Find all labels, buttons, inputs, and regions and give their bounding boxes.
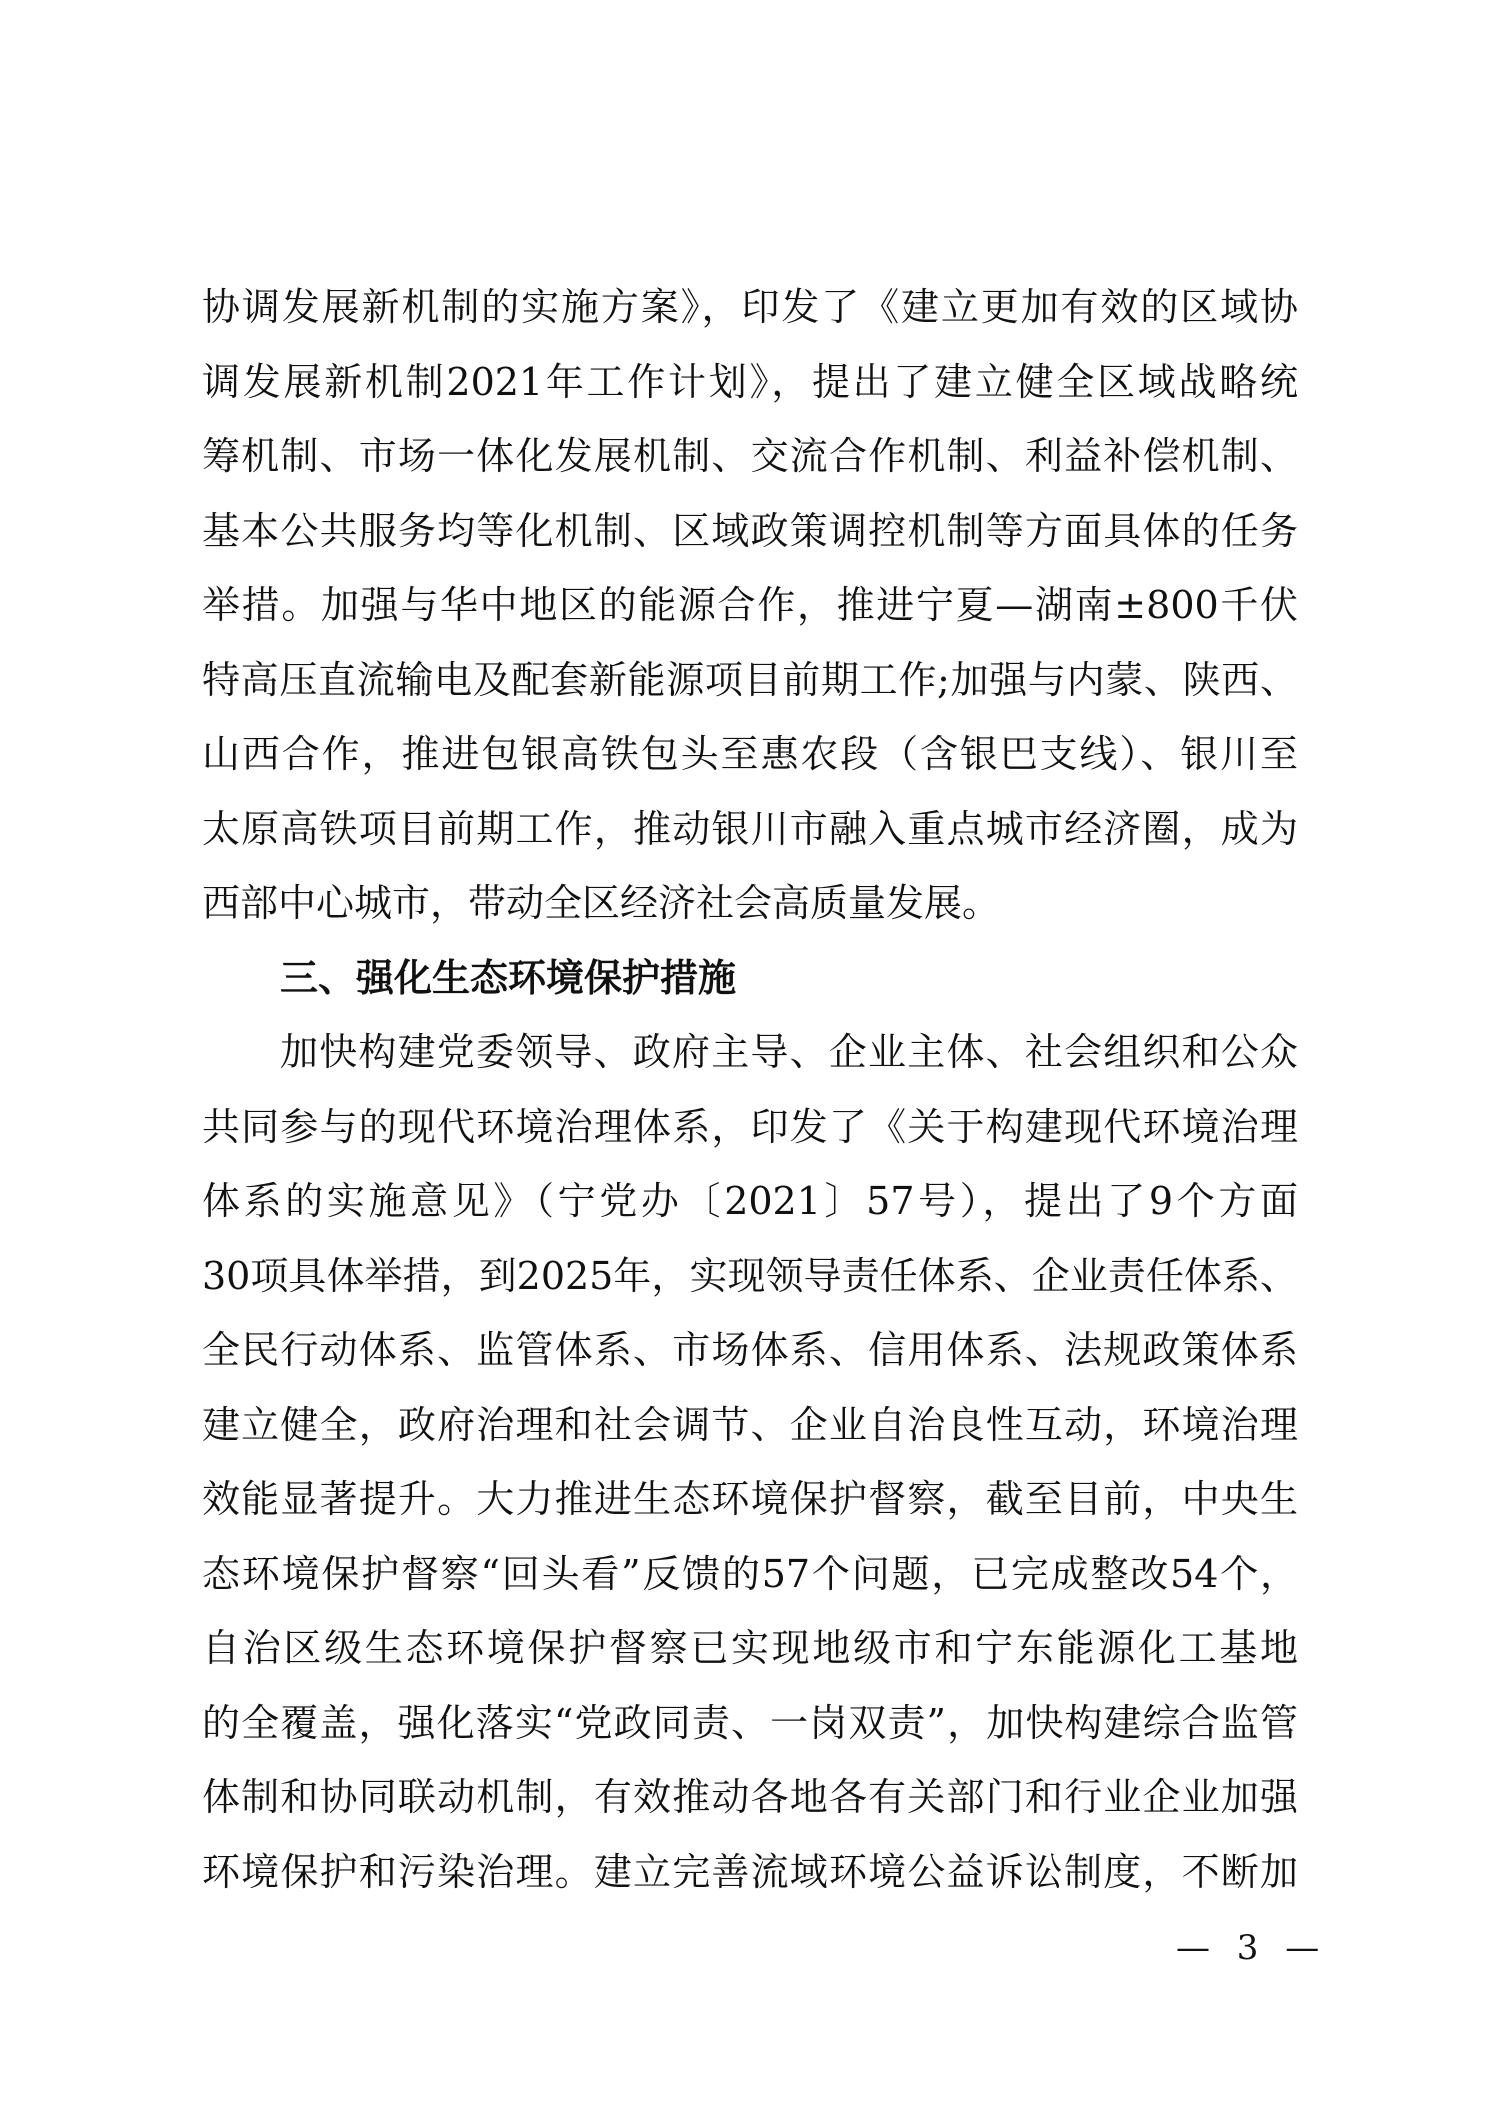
text-line: 特高压直流输电及配套新能源项目前期工作;加强与内蒙、陕西、	[202, 657, 1298, 702]
text-line: 调发展新机制2021年工作计划》，提出了建立健全区域战略统	[202, 359, 1298, 404]
text-line: 30项具体举措，到2025年，实现领导责任体系、企业责任体系、	[202, 1253, 1298, 1298]
text-line: 基本公共服务均等化机制、区域政策调控机制等方面具体的任务	[202, 508, 1298, 553]
text-line: 西部中心城市，带动全区经济社会高质量发展。	[202, 881, 1001, 925]
text-line: 共同参与的现代环境治理体系，印发了《关于构建现代环境治理	[202, 1104, 1298, 1149]
body-text	[202, 270, 1298, 1909]
text-line: 全民行动体系、监管体系、市场体系、信用体系、法规政策体系	[202, 1328, 1298, 1372]
text-line: 加快构建党委领导、政府主导、企业主体、社会组织和公众	[280, 1030, 1298, 1074]
text-line: 态环境保护督察“回头看”反馈的57个问题，已完成整改54个，	[202, 1551, 1298, 1596]
text-line: 的全覆盖，强化落实“党政同责、一岗双责”，加快构建综合监管	[202, 1700, 1298, 1745]
text-line: 环境保护和污染治理。建立完善流域环境公益诉讼制度，不断加	[202, 1849, 1298, 1894]
text-line: 效能显著提升。大力推进生态环境保护督察，截至目前，中央生	[202, 1477, 1298, 1521]
text-line: 山西合作，推进包银高铁包头至惠农段（含银巴支线）、银川至	[202, 732, 1298, 776]
text-line: 体制和协同联动机制，有效推动各地各有关部门和行业企业加强	[202, 1775, 1298, 1819]
text-line: 筹机制、市场一体化发展机制、交流合作机制、利益补偿机制、	[202, 434, 1298, 478]
page-number: — 3 —	[1176, 1928, 1328, 1968]
text-line: 建立健全，政府治理和社会调节、企业自治良性互动，环境治理	[202, 1402, 1298, 1447]
section-heading: 三、强化生态环境保护措施	[280, 955, 737, 1000]
text-line: 自治区级生态环境保护督察已实现地级市和宁东能源化工基地	[202, 1626, 1298, 1670]
text-line: 举措。加强与华中地区的能源合作，推进宁夏—湖南±800千伏	[202, 583, 1298, 627]
text-line: 协调发展新机制的实施方案》，印发了《建立更加有效的区域协	[202, 285, 1298, 329]
text-line: 体系的实施意见》（宁党办〔2021〕57号），提出了9个方面	[202, 1179, 1298, 1223]
text-line: 太原高铁项目前期工作，推动银川市融入重点城市经济圈，成为	[202, 806, 1298, 851]
